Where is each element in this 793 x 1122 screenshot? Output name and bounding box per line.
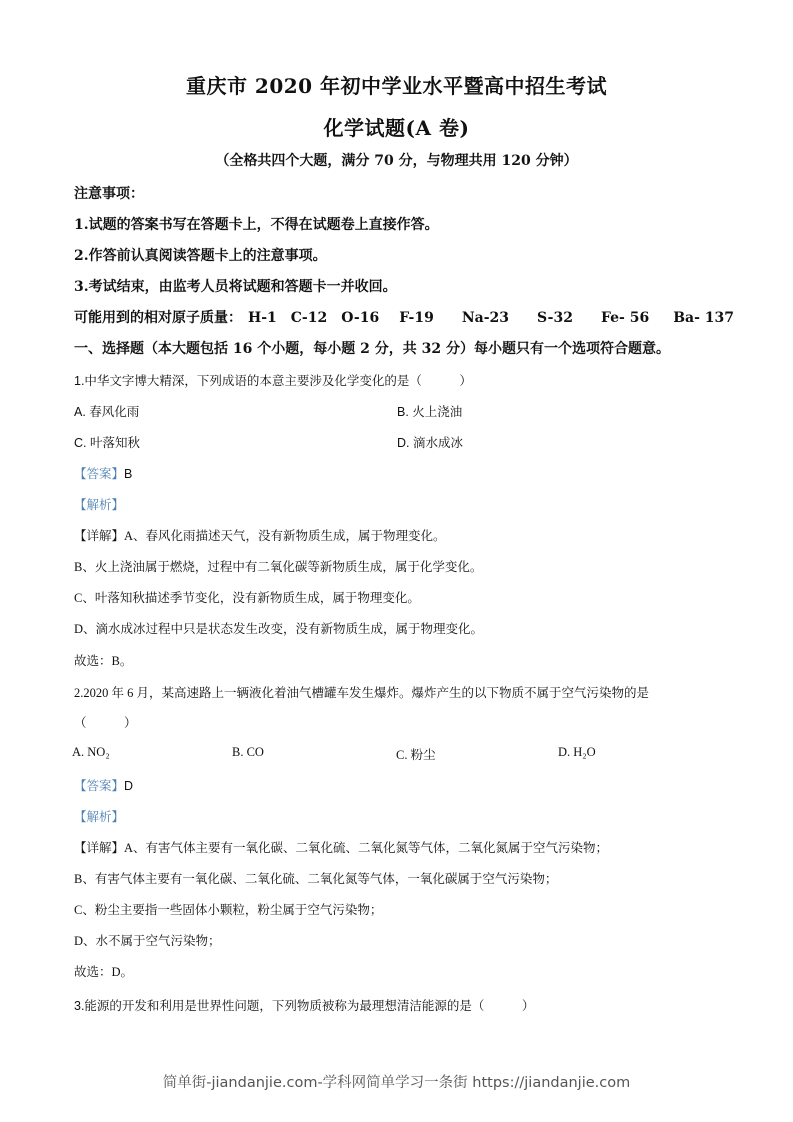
exam-note: （全格共四个大题，满分 70 分，与物理共用 120 分钟） [215,153,578,169]
question-stem: 2.2020 年 6 月，某高速路上一辆液化着油气槽罐车发生爆炸。爆炸产生的以下物质不属于空气污染物的是 [74,686,650,700]
atomic-mass: O-16 [341,310,380,326]
exam-subtitle: 化学试题(A 卷) [323,116,470,140]
option-d: D. H₂O [558,745,596,759]
answer-value: B [124,467,133,481]
detail-text: A、有害气体主要有一氧化碳、二氧化硫、二氧化氮等气体，二氧化氮属于空气污染物； [124,841,609,855]
atomic-mass: Fe- 56 [600,310,650,326]
option-c: C. 叶落知秋 [74,436,140,450]
instruction-item: 1.试题的答案书写在答题卡上，不得在试题卷上直接作答。 [74,217,439,233]
detail-text: A、春风化雨描述天气，没有新物质生成，属于物理变化。 [124,529,446,543]
option-b: B. CO [232,745,264,759]
answer-line [74,776,133,794]
option-d: D. 滴水成冰 [397,436,463,450]
question-stem: 1.中华文字博大精深，下列成语的本意主要涉及化学变化的是（ ） [74,374,472,388]
atomic-mass: C-12 [290,310,328,326]
answer-value: D [124,779,134,793]
section-heading: 一、选择题（本大题包括 16 个小题，每小题 2 分，共 32 分）每小题只有一个选项符合题意。 [74,341,670,357]
detail-line [74,526,446,544]
conclusion: 故选：D。 [74,965,134,979]
footer-watermark: 简单街-jiandanjie.com-学科网简单学习一条街 https://jiandanjie.com [162,1075,631,1091]
question-stem-cont: （ ） [74,716,137,730]
detail-line: C、粉尘主要指一些固体小颗粒，粉尘属于空气污染物； [74,903,383,917]
detail-line [74,838,608,856]
question-stem: 3.能源的开发和利用是世界性问题，下列物质被称为最理想清洁能源的是（ ） [74,999,535,1013]
answer-label: 【答案】 [74,779,125,793]
atomic-mass: Ba- 137 [673,310,734,326]
instruction-item: 2.作答前认真阅读答题卡上的注意事项。 [74,248,327,264]
answer-line [74,464,132,482]
instructions-heading: 注意事项： [74,186,144,202]
atomic-mass: F-19 [399,310,434,326]
detail-line: D、水不属于空气污染物； [74,934,221,948]
analysis-label: 【解析】 [74,498,125,512]
detail-line: D、滴水成冰过程中只是状态发生改变，没有新物质生成，属于物理变化。 [74,622,484,636]
atomic-mass-label: 可能用到的相对原子质量： [74,310,242,326]
conclusion: 故选：B。 [74,654,133,668]
option-c: C. 粉尘 [396,748,436,762]
atomic-mass: S-32 [537,310,573,326]
answer-label: 【答案】 [74,467,125,481]
detail-label: 【详解】 [74,529,125,543]
detail-line: C、叶落知秋描述季节变化，没有新物质生成，属于物理变化。 [74,591,420,605]
analysis-label: 【解析】 [74,810,125,824]
atomic-mass-line [74,307,758,327]
exam-title: 重庆市 2020 年初中学业水平暨高中招生考试 [185,74,608,98]
instruction-item: 3.考试结束，由监考人员将试题和答题卡一并收回。 [74,279,397,295]
atomic-mass: H-1 [248,310,277,326]
option-a: A. 春风化雨 [74,405,140,419]
option-b: B. 火上浇油 [397,405,463,419]
atomic-mass: Na-23 [461,310,510,326]
option-a: A. NO₂ [72,745,110,759]
detail-label: 【详解】 [74,841,125,855]
detail-line: B、火上浇油属于燃烧，过程中有二氧化碳等新物质生成，属于化学变化。 [74,560,483,574]
detail-line: B、有害气体主要有一氧化碳、二氧化硫、二氧化氮等气体，一氧化碳属于空气污染物； [74,872,558,886]
